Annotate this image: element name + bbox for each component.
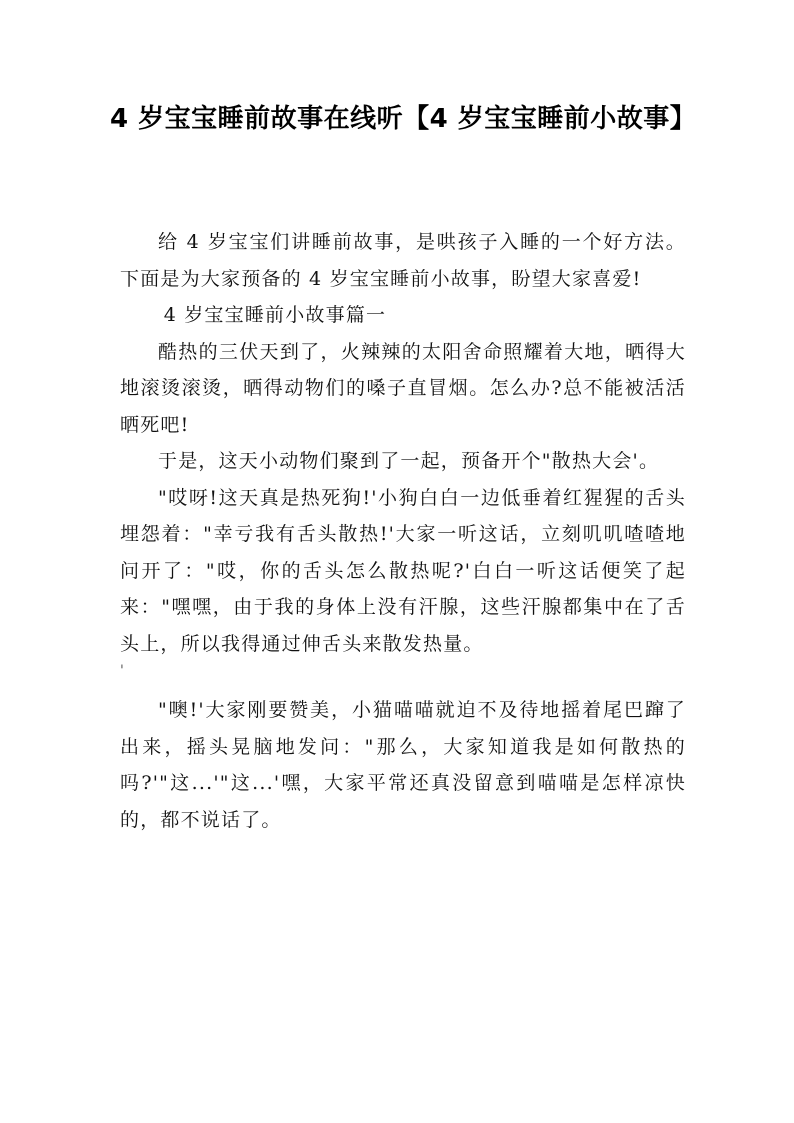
document-body bbox=[120, 224, 686, 838]
story-paragraph: 于是，这天小动物们聚到了一起，预备开个"散热大会'。 bbox=[158, 450, 660, 472]
section-heading: 4 岁宝宝睡前小故事篇一 bbox=[163, 304, 387, 326]
story-paragraph: "噢!'大家刚要赞美，小猫喵喵就迫不及待地摇着尾巴蹿了出来，摇头晃脑地发问："那么，大家知道我是如何散热的吗?'"这...'"这...'嘿，大家平常还真没留意到喵喵是怎样凉快的，都不说话了。 bbox=[120, 699, 686, 831]
story-paragraph: "哎呀!这天真是热死狗!'小狗白白一边低垂着红猩猩的舌头埋怨着："幸亏我有舌头散热!'大家一听这话，立刻叽叽喳喳地问开了："哎，你的舌头怎么散热呢?'白白一听这话便笑了起来："嘿嘿，由于我的身体上没有汗腺，这些汗腺都集中在了舌头上，所以我得通过伸舌头来散发热量。 bbox=[120, 486, 686, 655]
document-title: 4 岁宝宝睡前故事在线听【4 岁宝宝睡前小故事】 bbox=[110, 104, 697, 134]
story-paragraph: 酷热的三伏天到了，火辣辣的太阳舍命照耀着大地，晒得大地滚烫滚烫，晒得动物们的嗓子直冒烟。怎么办?总不能被活活晒死吧! bbox=[120, 340, 686, 436]
stray-quote-mark: ' bbox=[120, 663, 124, 679]
intro-paragraph: 给 4 岁宝宝们讲睡前故事，是哄孩子入睡的一个好方法。下面是为大家预备的 4 岁宝宝睡前小故事，盼望大家喜爱! bbox=[120, 231, 686, 290]
